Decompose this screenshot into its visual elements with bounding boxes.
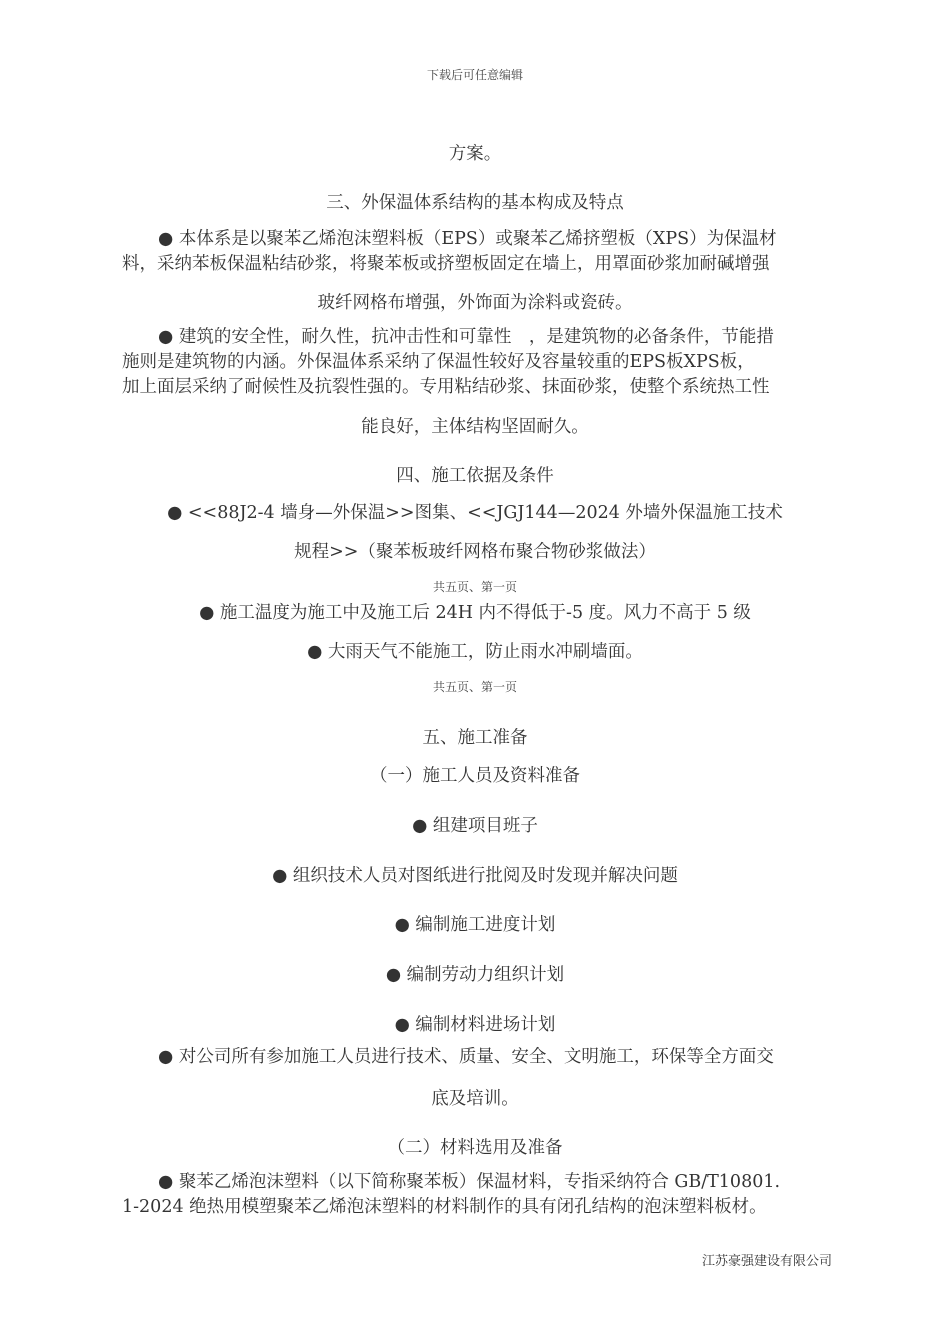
section-4-paragraph-2: ● 施工温度为施工中及施工后 24H 内不得低于-5 度。风力不高于 5 级 <box>199 603 751 623</box>
section-4-paragraph-1-line-2: 规程>>（聚苯板玻纤网格布聚合物砂浆做法） <box>294 542 656 562</box>
page-count-mark: 共五页、第一页 <box>432 680 517 694</box>
training-paragraph <box>122 1045 830 1070</box>
materials-paragraph <box>122 1170 830 1220</box>
training-paragraph-last-line: 底及培训。 <box>431 1089 519 1109</box>
section-3-paragraph-1 <box>122 227 830 277</box>
paragraph-line: ● 建筑的安全性，耐久性，抗冲击性和可靠性 ，是建筑物的必备条件，节能措 <box>158 327 774 347</box>
footer-company-name: 江苏豪强建设有限公司 <box>701 1254 832 1269</box>
section-4-heading: 四、施工依据及条件 <box>396 466 554 486</box>
list-item: ● 编制劳动力组织计划 <box>385 965 565 985</box>
section-3-paragraph-2 <box>122 325 830 400</box>
section-3-heading: 三、外保温体系结构的基本构成及特点 <box>326 193 624 213</box>
page-header-note: 下载后可任意编辑 <box>426 68 523 82</box>
paragraph-line: ● 聚苯乙烯泡沫塑料（以下简称聚苯板）保温材料，专指采纳符合 GB/T10801. <box>158 1172 781 1192</box>
section-5-heading: 五、施工准备 <box>422 728 528 748</box>
section-3-paragraph-1-last-line: 玻纤网格布增强，外饰面为涂料或瓷砖。 <box>317 293 633 313</box>
list-item: ● 组织技术人员对图纸进行批阅及时发现并解决问题 <box>272 866 678 886</box>
page-count-mark: 共五页、第一页 <box>432 580 517 594</box>
paragraph-line: ● 本体系是以聚苯乙烯泡沫塑料板（EPS）或聚苯乙烯挤塑板（XPS）为保温材 <box>158 229 777 249</box>
section-3-paragraph-2-last-line: 能良好，主体结构坚固耐久。 <box>361 417 589 437</box>
list-item: ● 组建项目班子 <box>412 816 538 836</box>
section-5-subheading-2: （二）材料选用及准备 <box>387 1138 563 1158</box>
list-item: ● 编制材料进场计划 <box>394 1015 556 1035</box>
paragraph-line: 1-2024 绝热用模塑聚苯乙烯泡沫塑料的材料制作的具有闭孔结构的泡沫塑料板材。 <box>122 1197 767 1217</box>
section-4-paragraph-3: ● 大雨天气不能施工，防止雨水冲刷墙面。 <box>307 642 643 662</box>
section-4-paragraph-1-line-1: ● <<88J2-4 墙身—外保温>>图集、<<JGJ144—2024 外墙外保温施工技术 <box>167 503 783 523</box>
continuation-text: 方案。 <box>448 144 502 164</box>
paragraph-line: ● 对公司所有参加施工人员进行技术、质量、安全、文明施工，环保等全方面交 <box>158 1047 774 1067</box>
paragraph-line: 加上面层采纳了耐候性及抗裂性强的。专用粘结砂浆、抹面砂浆，使整个系统热工性 <box>122 377 770 397</box>
list-item: ● 编制施工进度计划 <box>394 915 556 935</box>
paragraph-line: 料，采纳苯板保温粘结砂浆，将聚苯板或挤塑板固定在墙上，用罩面砂浆加耐碱增强 <box>122 254 770 274</box>
section-5-subheading-1: （一）施工人员及资料准备 <box>370 766 580 786</box>
paragraph-line: 施则是建筑物的内涵。外保温体系采纳了保温性较好及容量较重的EPS板XPS板， <box>122 352 755 372</box>
